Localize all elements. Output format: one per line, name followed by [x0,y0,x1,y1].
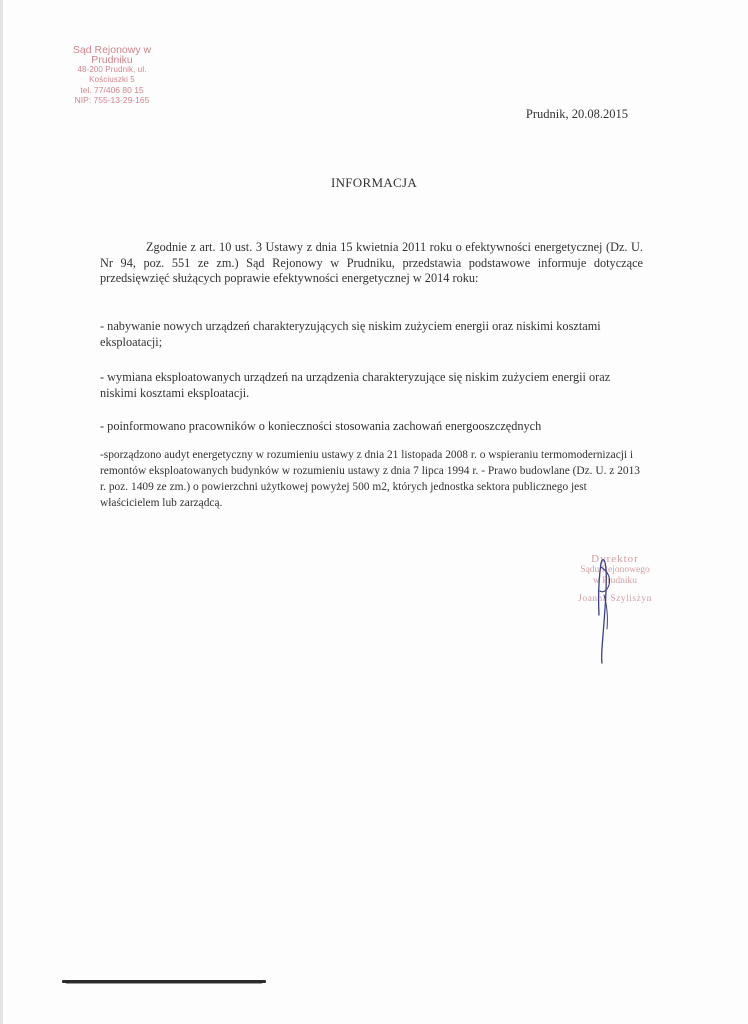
stamp-address: 48-200 Prudnik, ul. Kościuszki 5 [77,65,147,84]
list-item: - wymiana eksploatowanych urządzeń na urządzenia charakteryzujące się niskim zużyciem energii oraz niskimi kosztami eksploatacji. [100,370,611,400]
document-title: INFORMACJA [330,175,418,190]
list-item: - poinformowano pracowników o konieczności stosowania zachowań energooszczędnych [100,419,542,433]
handwritten-signature [585,555,625,665]
stamp-phone: tel. 77/406 80 15 [80,85,144,95]
list-item: - nabywanie nowych urządzeń charakteryzujących się niskim zużyciem energii oraz niskimi kosztami eksploatacji; [100,319,601,349]
bottom-rule-shadow [66,983,262,984]
stamp-court-name: Sąd Rejonowy w Prudniku [72,44,152,66]
court-header-stamp [57,45,167,105]
stamp-director-name: Joanna Szylisżyn [578,594,652,604]
stamp-director-title: Dyrektor [591,553,639,565]
stamp-court-line: Sądu Rejonowego [580,565,650,575]
stamp-city-line: w Prudniku [592,576,638,586]
stamp-nip: NIP: 755-13-29-165 [74,95,150,105]
scan-edge [0,0,3,1024]
list-item: -sporządzono audyt energetyczny w rozumieniu ustawy z dnia 21 listopada 2008 r. o wspieraniu termomodernizacji i remontów eksploatowanych budynków w rozumieniu ustawy z dnia 7 lipca 1994 r. - Prawo budowlane (Dz. U. z 2013 r. poz. 1409 ze zm.) o powierzchni użytkowej powyżej 500 m2, których jednostka sektora publicznego jest właścicielem lub zarządcą. [100,449,640,509]
intro-paragraph: Zgodnie z art. 10 ust. 3 Ustawy z dnia 15 kwietnia 2011 roku o efektywności energetycznej (Dz. U. Nr 94, poz. 551 ze zm.) Sąd Rejonowy w Prudniku, przedstawia podstawowe informuje dotyczące przedsięwzięć służących poprawie efektywności energetycznej w 2014 roku: [100,240,643,285]
place-date: Prudnik, 20.08.2015 [525,107,628,121]
